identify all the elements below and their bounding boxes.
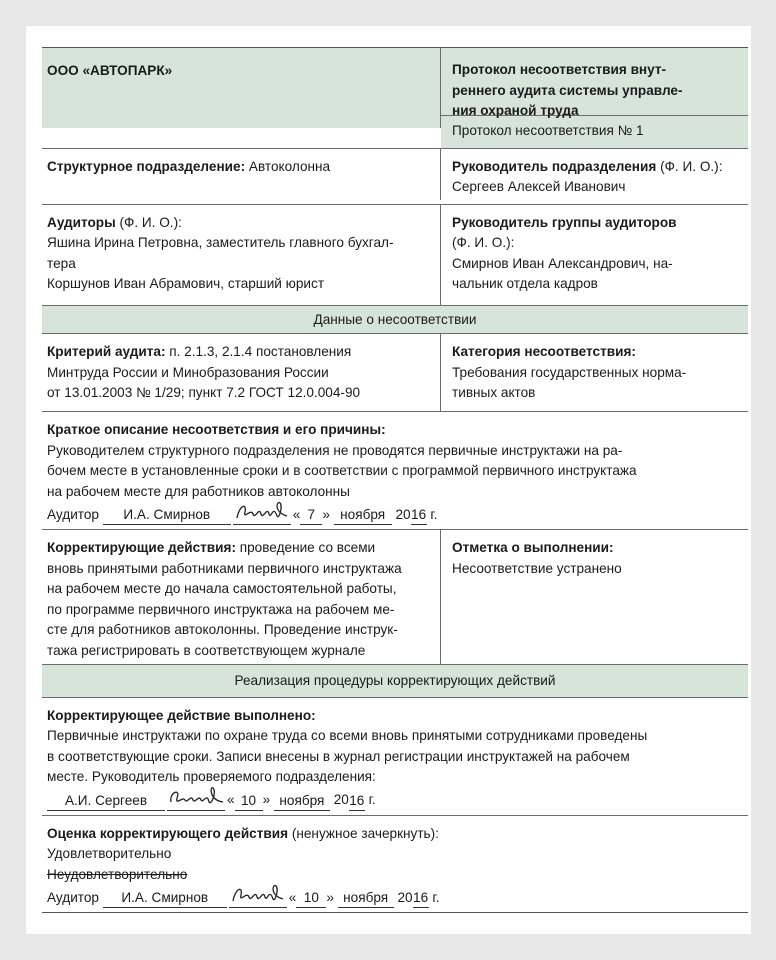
auditors-label: Аудиторы (47, 214, 116, 230)
done-line: месте. Руководитель проверяемого подразделения: (47, 769, 376, 784)
title-line: Протокол несоответствия внут- (452, 62, 667, 77)
year-end: г. (368, 792, 376, 807)
auditor-line: Яшина Ирина Петровна, заместитель главного бухгал- (47, 235, 394, 250)
description-line: бочем месте в установленные сроки и в соответствии с программой первичного инструктажа (47, 463, 637, 478)
unit-label: Структурное подразделение: (47, 158, 246, 174)
done-label: Корректирующее действие выполнено: (47, 707, 316, 723)
completion-mark-cell (441, 530, 748, 664)
corrective-done-cell (42, 698, 748, 815)
unit-head-value: Сергеев Алексей Иванович (452, 179, 626, 194)
category-cell (441, 334, 748, 411)
signer-name: И.А. Смирнов (103, 889, 227, 908)
evaluation-option-unsatisfactory: Неудовлетворительно (47, 866, 188, 882)
auditor-line: тера (47, 255, 76, 271)
sign-day: 10 (296, 889, 326, 908)
year-prefix: 20 (395, 506, 411, 522)
evaluation-option-satisfactory: Удовлетворительно (47, 846, 172, 861)
evaluation-label-rest: (ненужное зачеркнуть): (288, 825, 439, 841)
section-row (42, 306, 748, 335)
section-title-corrective-procedure: Реализация процедуры корректирующих действий (42, 665, 748, 697)
unit-row (42, 149, 748, 205)
year-suffix: 16 (349, 792, 365, 811)
criterion-label: Критерий аудита: (47, 344, 166, 359)
protocol-header (441, 48, 748, 148)
corrective-row (42, 530, 748, 665)
description-row (42, 412, 748, 530)
category-line: Требования государственных норма- (452, 364, 687, 380)
evaluation-cell (42, 816, 748, 912)
description-line: Руководителем структурного подразделения не проводятся первичные инструктажи на ра- (47, 442, 623, 458)
title-line: реннего аудита системы управле- (452, 82, 683, 98)
done-row (42, 698, 748, 816)
unit-head-cell (441, 149, 748, 204)
auditors-label-rest: (Ф. И. О.): (115, 214, 182, 230)
unit-head-label: Руководитель подразделения (452, 158, 657, 174)
corrective-line: по программе первичного инструктажа на рабочем ме- (47, 601, 395, 617)
unit-value: Автоколонна (245, 158, 331, 174)
lead-auditor-line: чальник отдела кадров (452, 276, 598, 291)
description-cell (42, 412, 748, 529)
corrective-line: сте для работников автоколонны. Проведение инструк- (47, 622, 398, 637)
completion-mark-label: Отметка о выполнении: (452, 540, 614, 555)
lead-auditor-cell (441, 205, 748, 305)
year-suffix: 16 (411, 506, 427, 525)
lead-auditor-label: Руководитель группы аудиторов (452, 214, 677, 230)
lead-auditor-line: Смирнов Иван Александрович, на- (452, 255, 673, 271)
auditors-cell (42, 205, 441, 305)
signer-name: А.И. Сергеев (47, 792, 165, 811)
corrective-actions-cell (42, 530, 441, 664)
description-line: на рабочем месте для работников автоколонны (47, 483, 350, 499)
corrective-line: вновь принятыми работниками первичного инструктажа (47, 560, 402, 576)
sign-day: 7 (300, 506, 322, 525)
year-end: г. (432, 889, 440, 905)
audit-criterion-cell (42, 334, 441, 411)
structural-unit-cell (42, 149, 441, 200)
auditor-signature-line: Аудитор И.А. Смирнов « 10 » ноября 20 16 г. (47, 885, 742, 908)
signer-name: И.А. Смирнов (103, 506, 231, 525)
sign-month: ноября (274, 792, 330, 811)
lead-auditor-label-rest: (Ф. И. О.): (452, 235, 515, 250)
year-prefix: 20 (397, 889, 413, 905)
company-name: ООО «АВТОПАРК» (42, 48, 441, 128)
nonconformity-protocol-table (42, 47, 748, 913)
criterion-line: Минтруда России и Минобразования России (47, 364, 329, 380)
criterion-text: п. 2.1.3, 2.1.4 постановления (165, 344, 352, 359)
corrective-text: проведение со всеми (235, 540, 376, 555)
protocol-title (441, 48, 748, 116)
criterion-row (42, 334, 748, 412)
auditor-line: Коршунов Иван Абрамович, старший юрист (47, 276, 325, 291)
sign-month: ноября (334, 506, 392, 525)
signature-image (233, 502, 291, 525)
sign-day: 10 (235, 792, 263, 811)
signature-prefix: Аудитор (47, 506, 99, 522)
year-end: г. (430, 506, 438, 522)
year-suffix: 16 (413, 889, 429, 908)
description-label: Краткое описание несоответствия и его причины: (47, 422, 386, 437)
unit-head-label-rest: (Ф. И. О.): (656, 158, 723, 174)
year-prefix: 20 (333, 792, 349, 807)
header-row (42, 48, 748, 149)
sign-month: ноября (338, 889, 394, 908)
section-row (42, 665, 748, 698)
document-page (26, 26, 751, 934)
completion-mark-value: Несоответствие устранено (452, 560, 622, 576)
done-line: Первичные инструктажи по охране труда со всеми вновь принятыми сотрудниками проведены (47, 728, 648, 743)
signature-prefix: Аудитор (47, 889, 99, 905)
done-line: в соответствующие сроки. Записи внесены в журнал регистрации инструктажей на рабочем (47, 748, 630, 764)
signature-image (167, 788, 225, 811)
auditors-row (42, 205, 748, 306)
corrective-line: тажа регистрировать в соответствующем журнале (47, 642, 366, 658)
head-signature-line: А.И. Сергеев « 10 » ноября 20 16 г. (47, 788, 742, 811)
corrective-line: на рабочем месте до начала самостоятельной работы, (47, 581, 397, 596)
protocol-number: Протокол несоответствия № 1 (452, 123, 644, 138)
evaluation-label: Оценка корректирующего действия (47, 825, 289, 841)
category-label: Категория несоответствия: (452, 344, 636, 359)
evaluation-row (42, 816, 748, 912)
corrective-label: Корректирующие действия: (47, 540, 236, 555)
category-line: тивных актов (452, 385, 536, 400)
signature-image (229, 885, 287, 908)
auditor-signature-line: Аудитор И.А. Смирнов « 7 » ноября 20 16 г. (47, 502, 742, 525)
title-line: ния охраной труда (452, 103, 579, 118)
criterion-line: от 13.01.2003 № 1/29; пункт 7.2 ГОСТ 12.0.004-90 (47, 385, 361, 400)
section-title-nonconformity-data: Данные о несоответствии (42, 306, 748, 334)
